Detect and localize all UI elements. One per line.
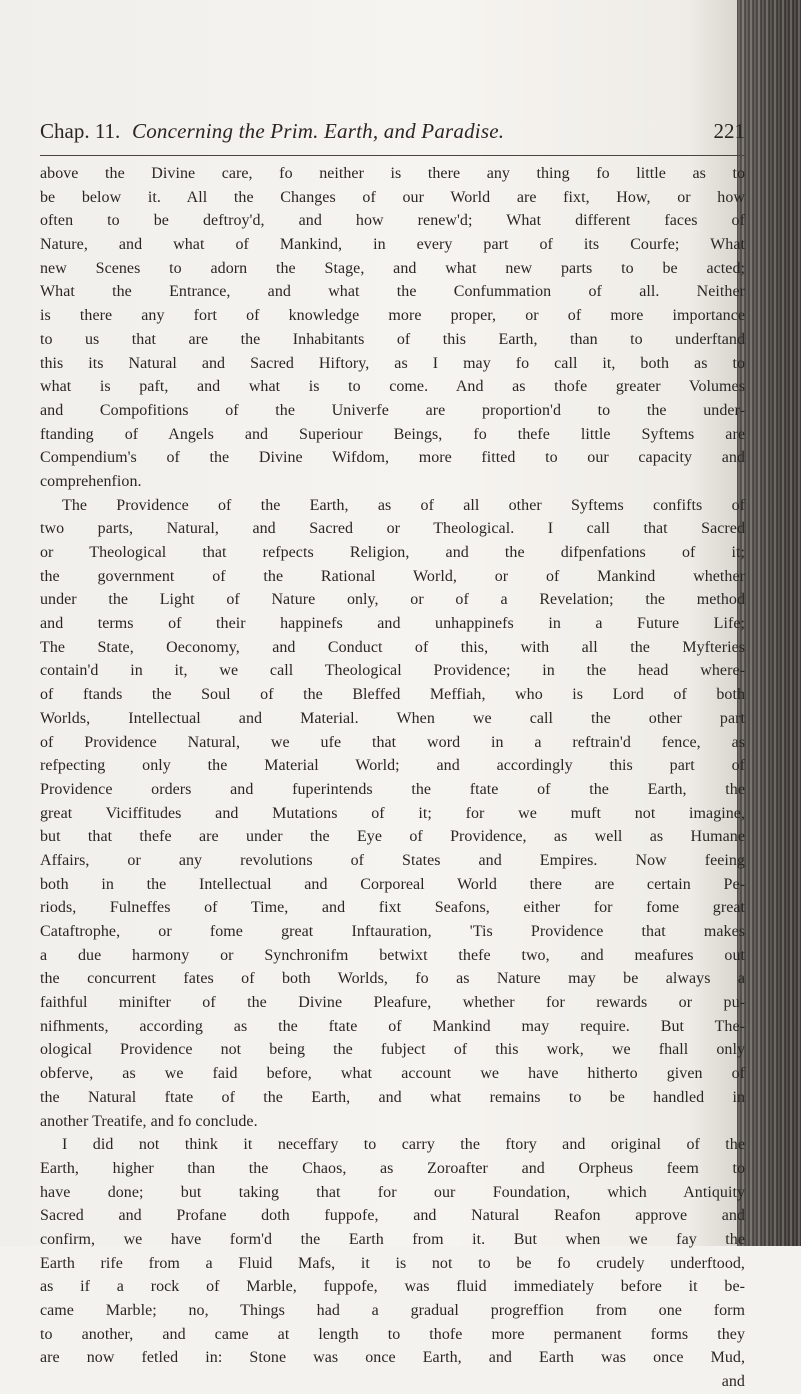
text-line: the concurrent fates of both Worlds, fo as Nature may be always a xyxy=(40,970,745,988)
text-line: I did not think it neceffary to carry the ftory and original of the xyxy=(62,1136,745,1154)
page-header xyxy=(40,115,745,156)
text-line: another Treatife, and fo conclude. xyxy=(40,1112,258,1130)
text-line: this its Natural and Sacred Hiftory, as I may fo call it, both as to xyxy=(40,354,745,372)
text-line: great Viciffitudes and Mutations of it; for we muft not imagine, xyxy=(40,804,745,822)
text-line: have done; but taking that for our Foundation, which Antiquity xyxy=(40,1183,745,1201)
text-line: What the Entrance, and what the Confummation of all. Neither xyxy=(40,283,745,301)
text-line: above the Divine care, fo neither is there any thing fo little as to xyxy=(40,165,745,182)
text-line: the government of the Rational World, or of Mankind whether xyxy=(40,567,745,585)
text-line: came Marble; no, Things had a gradual progreffion from one form xyxy=(40,1302,745,1319)
text-line: obferve, as we faid before, what account we have hitherto given of xyxy=(40,1065,745,1083)
book-spine xyxy=(737,0,801,1246)
text-line: Earth rife from a Fluid Mafs, it is not to be fo crudely underftood, xyxy=(40,1254,745,1272)
text-line: under the Light of Nature only, or of a Revelation; the method xyxy=(40,591,745,609)
text-line: confirm, we have form'd the Earth from it. But when we fay the xyxy=(40,1230,745,1248)
text-line: ological Providence not being the fubject of this work, we fhall only xyxy=(40,1041,745,1059)
text-line: of Providence Natural, we ufe that word in a reftrain'd fence, as xyxy=(40,733,745,751)
text-line: are now fetled in: Stone was once Earth, and Earth was once Mud, xyxy=(40,1349,745,1367)
text-line: Nature, and what of Mankind, in every part of its Courfe; What xyxy=(40,236,745,254)
text-line: but that thefe are under the Eye of Providence, as well as Humane xyxy=(40,828,745,846)
text-line: Cataftrophe, or fome great Inftauration, 'Tis Providence that makes xyxy=(40,923,745,940)
text-line: as if a rock of Marble, fuppofe, was fluid immediately before it be- xyxy=(40,1278,745,1296)
text-line: contain'd in it, we call Theological Providence; in the head where- xyxy=(40,662,745,680)
text-line: to another, and came at length to thofe more permanent forms they xyxy=(40,1325,745,1343)
text-line: faithful minifter of the Divine Pleafure, whether for rewards or pu- xyxy=(40,994,745,1012)
text-line: what is paft, and what is to come. And as thofe greater Volumes xyxy=(40,378,745,396)
text-line: both in the Intellectual and Corporeal World there are certain Pe- xyxy=(40,875,745,893)
text-line: often to be deftroy'd, and how renew'd; What different faces of xyxy=(40,212,745,230)
text-line: and xyxy=(721,1373,745,1391)
text-line: Earth, higher than the Chaos, as Zoroafter and Orpheus feem to xyxy=(40,1159,745,1177)
text-line: The State, Oeconomy, and Conduct of this, with all the Myfteries xyxy=(40,638,745,656)
text-line: or Theological that refpects Religion, and the difpenfations of it; xyxy=(40,544,745,561)
text-line: new Scenes to adorn the Stage, and what new parts to be acted; xyxy=(40,259,745,277)
text-line: a due harmony or Synchronifm betwixt thefe two, and meafures out xyxy=(40,946,745,964)
text-line: the Natural ftate of the Earth, and what remains to be handled in xyxy=(40,1088,745,1106)
text-line: refpecting only the Material World; and accordingly this part of xyxy=(40,757,745,775)
text-line: Compendium's of the Divine Wifdom, more fitted to our capacity and xyxy=(40,449,745,467)
chapter-label: Chap. 11. xyxy=(40,119,121,143)
text-line: nifhments, according as the ftate of Mankind may require. But The- xyxy=(40,1017,745,1035)
text-line: Affairs, or any revolutions of States and Empires. Now feeing xyxy=(40,851,745,869)
body-text xyxy=(40,162,745,1394)
text-line: and Compofitions of the Univerfe are proportion'd to the under- xyxy=(40,401,745,419)
text-line: is there any fort of knowledge more proper, or of more importance xyxy=(40,307,745,325)
text-line: comprehenfion. xyxy=(40,472,142,490)
text-line: ftanding of Angels and Superiour Beings, fo thefe little Syftems are xyxy=(40,425,745,443)
text-line: be below it. All the Changes of our World are fixt, How, or how xyxy=(40,188,745,206)
text-line: Sacred and Profane doth fuppofe, and Natural Reafon approve and xyxy=(40,1207,745,1225)
text-line: Providence orders and fuperintends the ftate of the Earth, the xyxy=(40,780,745,798)
text-line: riods, Fulneffes of Time, and fixt Seafons, either for fome great xyxy=(40,899,745,917)
text-line: two parts, Natural, and Sacred or Theological. I call that Sacred xyxy=(40,520,745,538)
text-line: The Providence of the Earth, as of all other Syftems confifts of xyxy=(62,496,745,514)
page-number: 221 xyxy=(713,119,745,143)
text-line: and terms of their happinefs and unhappinefs in a Future Life; xyxy=(40,615,745,633)
text-line: Worlds, Intellectual and Material. When we call the other part xyxy=(40,709,745,727)
text-line: of ftands the Soul of the Bleffed Meffiah, who is Lord of both xyxy=(40,686,745,704)
running-title: Concerning the Prim. Earth, and Paradise. xyxy=(132,119,505,143)
text-line: to us that are the Inhabitants of this Earth, than to underftand xyxy=(40,330,745,348)
